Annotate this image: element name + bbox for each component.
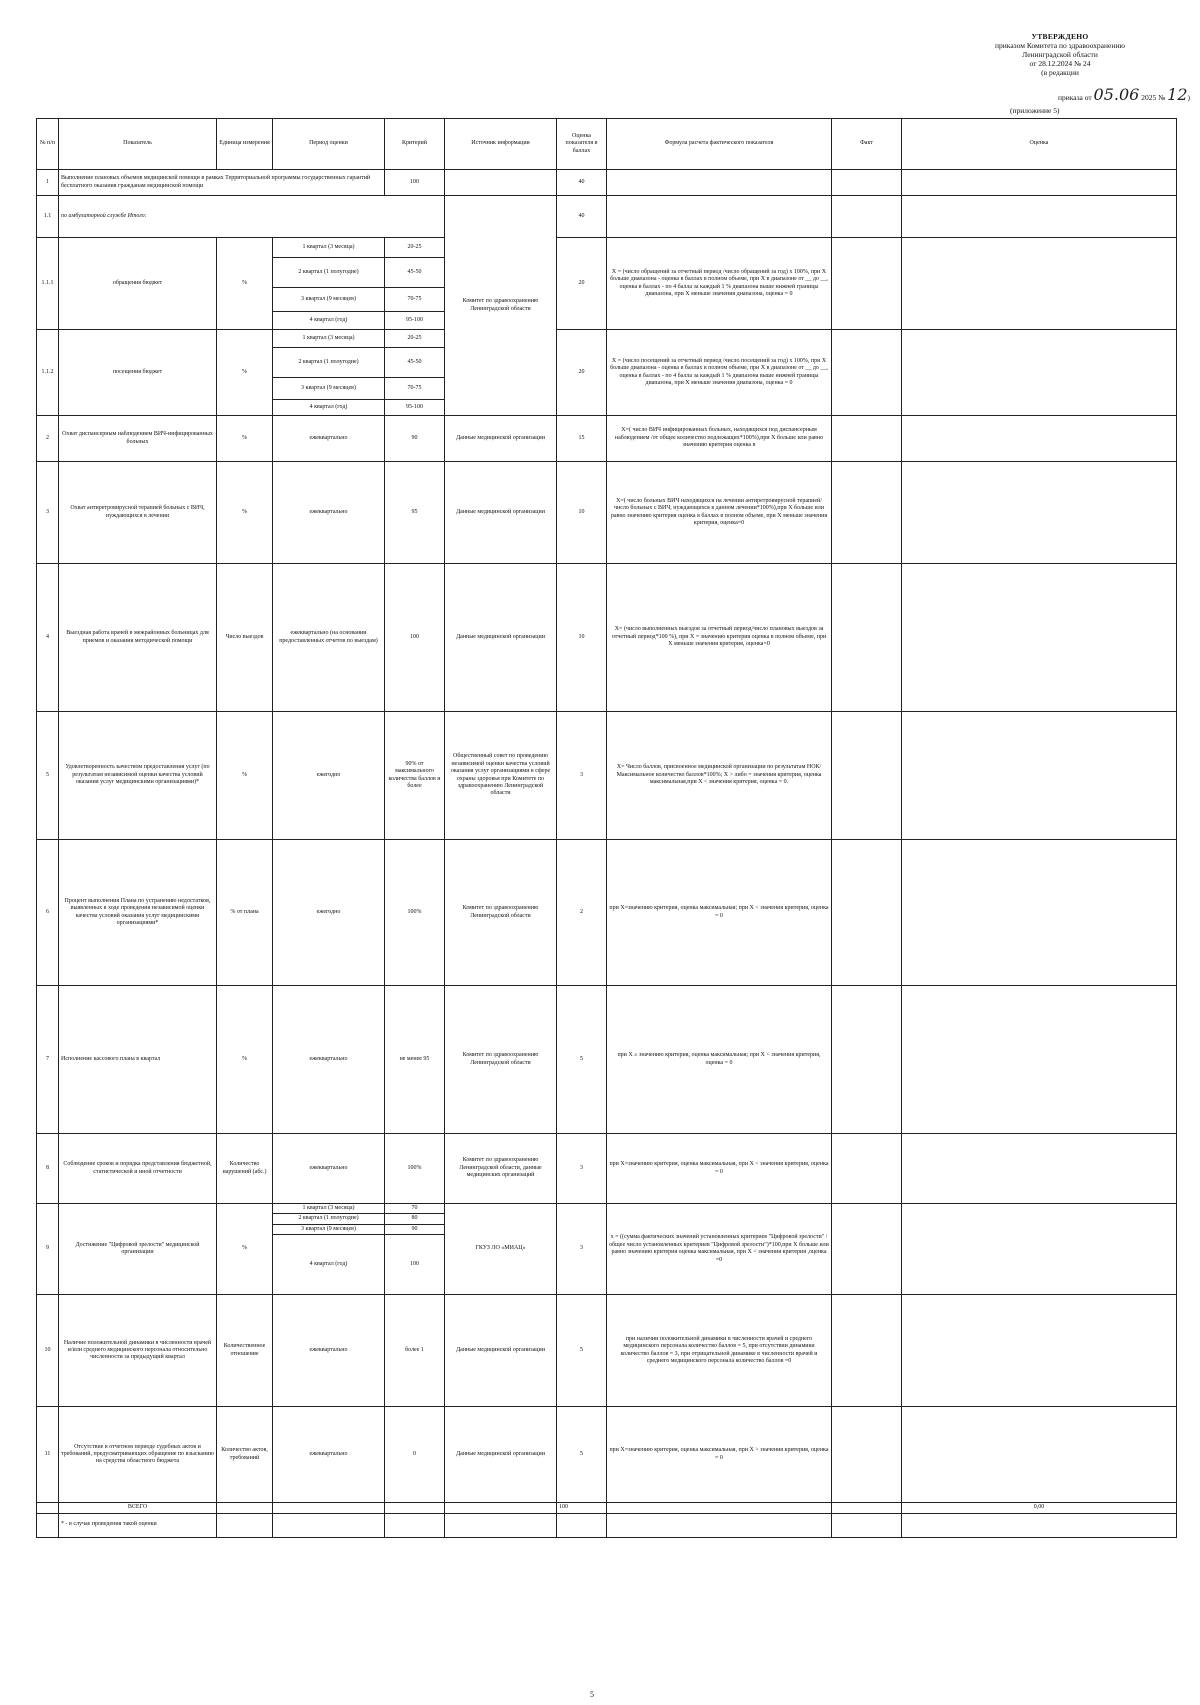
row-period: 4 квартал (год)	[273, 1235, 385, 1295]
row-period: 3 квартал (9 месяцев)	[273, 378, 385, 400]
row-source: Комитет по здравоохранению Ленинградской области	[445, 196, 557, 416]
row-num: 8	[37, 1134, 59, 1204]
row-formula: X = (число обращений за отчетный период /число обращений за год) х 100%, при X больше диапазона - оценка в баллах в полном объеме, при X в диапазоне от __ до __, оценка в баллах - по 4 балла за каждый 1 % диапазона выше нижней границы диапазона, при X меньше значения диапазона, оценка = 0	[607, 238, 832, 330]
table-row	[37, 840, 1177, 986]
row-fact	[832, 1295, 902, 1407]
row-indicator: Процент выполнения Плана по устранению недостатков, выявленных в ходе проведения независимой оценки качества условий оказания услуг медицинскими организациями*	[59, 840, 217, 986]
row-fact	[832, 462, 902, 564]
row-fact	[832, 416, 902, 462]
row-indicator: Охват диспансерным наблюдением ВИЧ-инфицированных больных	[59, 416, 217, 462]
row-score: 5	[557, 986, 607, 1134]
row-criterion: 80	[385, 1214, 445, 1224]
row-estimate	[902, 1407, 1177, 1503]
row-unit: % от плана	[217, 840, 273, 986]
row-formula: при X=значению критерия, оценка максимальная, при X < значения критерия, оценка = 0	[607, 1134, 832, 1204]
col-unit: Единица измерения	[217, 119, 273, 170]
row-indicator: Выездная работа врачей в межрайонных больницах для приемов и оказания методической помощи	[59, 564, 217, 712]
row-score: 10	[557, 462, 607, 564]
row-num: 7	[37, 986, 59, 1134]
row-formula: при X=значению критерия, оценка максимальная, при X > значения критерия, оценка = 0	[607, 1407, 832, 1503]
col-period: Период оценки	[273, 119, 385, 170]
row-score: 15	[557, 416, 607, 462]
row-unit: %	[217, 712, 273, 840]
row-unit: Количество нарушений (абс.)	[217, 1134, 273, 1204]
row-period: ежегодно	[273, 840, 385, 986]
approval-line2: Ленинградской области	[1022, 50, 1098, 59]
row-indicator: по амбулаторной службе Итого:	[59, 196, 445, 238]
row-period: ежеквартально	[273, 1407, 385, 1503]
row-fact	[832, 170, 902, 196]
row-unit: Число выездов	[217, 564, 273, 712]
row-source: Комитет по здравоохранению Ленинградской области	[445, 986, 557, 1134]
table-row	[37, 564, 1177, 712]
approval-title: УТВЕРЖДЕНО	[1031, 32, 1089, 41]
row-score: 5	[557, 1295, 607, 1407]
footnote-row	[37, 1513, 1177, 1537]
row-period: 1 квартал (3 месяца)	[273, 238, 385, 258]
row-criterion: 70-75	[385, 378, 445, 400]
row-criterion: 45-50	[385, 348, 445, 378]
col-source: Источник информации	[445, 119, 557, 170]
row-source	[445, 1513, 557, 1537]
row-score: 3	[557, 712, 607, 840]
row-fact	[832, 1503, 902, 1513]
row-estimate	[902, 1204, 1177, 1295]
row-score: 20	[557, 330, 607, 416]
row-formula	[607, 1503, 832, 1513]
row-formula	[607, 196, 832, 238]
row-source: Комитет по здравоохранению Ленинградской области	[445, 840, 557, 986]
col-formula: Формула расчета фактического показателя	[607, 119, 832, 170]
row-period	[273, 1513, 385, 1537]
row-criterion	[385, 1503, 445, 1513]
row-source	[445, 1503, 557, 1513]
order-prefix: приказа от	[1057, 93, 1092, 102]
row-fact	[832, 840, 902, 986]
row-period: 3 квартал (9 месяцев)	[273, 1224, 385, 1234]
row-criterion: 100	[385, 564, 445, 712]
row-period: ежегодно	[273, 712, 385, 840]
row-num	[37, 1503, 59, 1513]
row-estimate	[902, 416, 1177, 462]
indicators-table	[36, 118, 1177, 1538]
row-estimate	[902, 564, 1177, 712]
total-row	[37, 1503, 1177, 1513]
row-unit	[217, 1503, 273, 1513]
row-estimate	[902, 330, 1177, 416]
row-unit	[217, 1513, 273, 1537]
row-period: ежеквартально	[273, 1295, 385, 1407]
row-fact	[832, 1513, 902, 1537]
row-criterion: 95	[385, 462, 445, 564]
row-unit: Количество актов, требований	[217, 1407, 273, 1503]
row-unit: %	[217, 330, 273, 416]
page-number: 5	[590, 1690, 594, 1699]
table-row	[37, 416, 1177, 462]
order-suffix: )	[1187, 93, 1190, 102]
total-label: ВСЕГО	[59, 1503, 217, 1513]
row-period: 3 квартал (9 месяцев)	[273, 288, 385, 312]
approval-line3: от 28.12.2024 № 24	[1029, 59, 1091, 68]
row-score: 3	[557, 1134, 607, 1204]
approval-header	[930, 32, 1190, 77]
col-criterion: Критерий	[385, 119, 445, 170]
row-source: Данные медицинской организации	[445, 564, 557, 712]
row-criterion: 90	[385, 1224, 445, 1234]
row-num: 1.1	[37, 196, 59, 238]
row-estimate	[902, 1134, 1177, 1204]
row-score: 3	[557, 1204, 607, 1295]
row-period: 4 квартал (год)	[273, 312, 385, 330]
row-indicator: Удовлетворенность качеством предоставления услуг (по результатам независимой оценки качества условий оказания услуг медицинскими организациями)*	[59, 712, 217, 840]
total-estimate: 0,00	[902, 1503, 1177, 1513]
col-indicator: Показатель	[59, 119, 217, 170]
row-period	[273, 1503, 385, 1513]
total-score: 100	[557, 1503, 607, 1513]
row-estimate	[902, 1513, 1177, 1537]
row-estimate	[902, 196, 1177, 238]
row-criterion: 100%	[385, 1134, 445, 1204]
row-formula	[607, 1513, 832, 1537]
row-fact	[832, 1134, 902, 1204]
row-fact	[832, 196, 902, 238]
row-formula: при X=значению критерия, оценка максимальная; при X < значения критерия, оценка = 0	[607, 840, 832, 986]
row-criterion: 100	[385, 170, 445, 196]
table-row	[37, 330, 1177, 348]
row-criterion: 90	[385, 416, 445, 462]
row-unit: %	[217, 462, 273, 564]
row-fact	[832, 330, 902, 416]
row-period: 2 квартал (1 полугодие)	[273, 1214, 385, 1224]
row-criterion: 70-75	[385, 288, 445, 312]
row-fact	[832, 564, 902, 712]
row-num: 9	[37, 1204, 59, 1295]
row-source: Данные медицинской организации	[445, 1407, 557, 1503]
row-indicator: обращения бюджет	[59, 238, 217, 330]
row-score: 5	[557, 1407, 607, 1503]
row-criterion	[385, 1513, 445, 1537]
row-indicator: Соблюдение сроков и порядка представления бюджетной, статистической и иной отчетности	[59, 1134, 217, 1204]
row-source: Данные медицинской организации	[445, 1295, 557, 1407]
table-row	[37, 986, 1177, 1134]
row-formula: x = ((сумма фактических значений установленных критериев "Цифровой зрелости" / общее число установленных критериев "Цифровой зрелости")*100,при X больше или равно значению критерия оценка максимальная, при X < значения критерия ,оценка =0	[607, 1204, 832, 1295]
row-unit: %	[217, 1204, 273, 1295]
row-period: 2 квартал (1 полугодие)	[273, 258, 385, 288]
row-source: ГКУЗ ЛО «МИАЦ»	[445, 1204, 557, 1295]
row-score: 10	[557, 564, 607, 712]
row-source	[445, 170, 557, 196]
row-period: ежеквартально	[273, 986, 385, 1134]
row-criterion: 0	[385, 1407, 445, 1503]
row-num: 2	[37, 416, 59, 462]
row-period: ежеквартально	[273, 1134, 385, 1204]
row-criterion: 90% от максимального количества баллов и более	[385, 712, 445, 840]
row-unit: %	[217, 986, 273, 1134]
row-num: 1	[37, 170, 59, 196]
row-indicator: Исполнение кассового плана в квартал	[59, 986, 217, 1134]
order-year: 2025 №	[1141, 93, 1166, 102]
row-period: ежеквартально	[273, 462, 385, 564]
row-source: Данные медицинской организации	[445, 462, 557, 564]
col-fact: Факт	[832, 119, 902, 170]
row-estimate	[902, 840, 1177, 986]
approval-line1: приказом Комитета по здравоохранению	[995, 41, 1125, 50]
row-period: 4 квартал (год)	[273, 400, 385, 416]
row-criterion: 20-25	[385, 238, 445, 258]
table-header-row	[37, 119, 1177, 170]
row-formula: X=( число ВИЧ инфицированных больных, находящихся под диспансерным наблюдением /от общее количество подлежащих*100%),при X больше или равно значению критерия оценка в	[607, 416, 832, 462]
row-num: 3	[37, 462, 59, 564]
row-period: 1 квартал (3 месяца)	[273, 1204, 385, 1214]
row-formula: при X ≥ значению критерия, оценка максимальная; при X < значения критерия, оценка = 0	[607, 986, 832, 1134]
approval-line4: (в редакции	[1041, 68, 1079, 77]
row-formula: X= Число баллов, присвоенное медицинской организации по результатам НОК/Максимальное количество баллов*100%; X > либо = значения критерия, оценка максимальная,при X < значения критерия, оценка = 0.	[607, 712, 832, 840]
row-criterion: 95-100	[385, 312, 445, 330]
row-period: ежеквартально (на основании предоставленных отчетов по выездам)	[273, 564, 385, 712]
row-criterion: 95-100	[385, 400, 445, 416]
row-num: 5	[37, 712, 59, 840]
row-num: 1.1.2	[37, 330, 59, 416]
row-source: Общественный совет по проведению независимой оценки качества условий оказания услуг организациями в сфере охраны здоровья при Комитете по здравоохранению Ленинградской области	[445, 712, 557, 840]
row-period: 1 квартал (3 месяца)	[273, 330, 385, 348]
col-estimate: Оценка	[902, 119, 1177, 170]
order-number-handwritten: 12	[1167, 85, 1188, 104]
row-fact	[832, 712, 902, 840]
row-score: 2	[557, 840, 607, 986]
row-indicator: Наличие положительной динамики в численности врачей и/или среднего медицинского персонала относительно численности за предыдущий квартал	[59, 1295, 217, 1407]
order-line	[920, 85, 1190, 104]
table-row	[37, 1134, 1177, 1204]
row-fact	[832, 1407, 902, 1503]
row-criterion: 100%	[385, 840, 445, 986]
row-fact	[832, 1204, 902, 1295]
row-fact	[832, 238, 902, 330]
row-indicator: Отсутствие в отчетном периоде судебных актов и требований, предусматривающих обращение по взысканию на средства областного бюджета	[59, 1407, 217, 1503]
annex-label: (приложение 5)	[1010, 106, 1060, 115]
row-criterion: 45-50	[385, 258, 445, 288]
row-num: 10	[37, 1295, 59, 1407]
row-indicator: Достижение "Цифровой зрелости" медицинской организации	[59, 1204, 217, 1295]
row-estimate	[902, 238, 1177, 330]
row-criterion: не менее 95	[385, 986, 445, 1134]
row-criterion: 100	[385, 1235, 445, 1295]
row-score	[557, 1513, 607, 1537]
row-source: Комитет по здравоохранению Ленинградской области, данные медицинских организаций	[445, 1134, 557, 1204]
row-indicator: посещения бюджет	[59, 330, 217, 416]
row-source: Данные медицинской организации	[445, 416, 557, 462]
row-estimate	[902, 462, 1177, 564]
row-criterion: более 1	[385, 1295, 445, 1407]
row-indicator: Выполнение плановых объемов медицинской помощи в рамках Территориальной программы государственных гарантий бесплатного оказания гражданам медицинской помощи	[59, 170, 385, 196]
table-row	[37, 462, 1177, 564]
table-row	[37, 712, 1177, 840]
row-score: 40	[557, 170, 607, 196]
col-score: Оценка показателя в баллах	[557, 119, 607, 170]
row-score: 20	[557, 238, 607, 330]
row-indicator: Охват антиретровирусной терапией больных с ВИЧ, нуждающихся в лечении	[59, 462, 217, 564]
table-row	[37, 170, 1177, 196]
row-num: 4	[37, 564, 59, 712]
table-row	[37, 1407, 1177, 1503]
row-num: 11	[37, 1407, 59, 1503]
table-row	[37, 196, 1177, 238]
row-estimate	[902, 1295, 1177, 1407]
row-formula	[607, 170, 832, 196]
row-estimate	[902, 170, 1177, 196]
row-estimate	[902, 986, 1177, 1134]
row-unit: %	[217, 416, 273, 462]
table-row	[37, 1295, 1177, 1407]
table-row	[37, 238, 1177, 258]
row-formula: при наличии положительной динамики в численности врачей и среднего медицинского персонала количество баллов = 5, при отсутствии динамики количество баллов = 3, при отрицательной динамике в численности врачей и среднего медицинского персонала количество баллов =0	[607, 1295, 832, 1407]
table-row	[37, 1204, 1177, 1214]
row-formula: X= (число выполненных выездов за отчетный период/число плановых выездов за отчетный период*100 %), при X = значению критерия оценка в полном объеме, при X меньше значения критерия, оценка=0	[607, 564, 832, 712]
row-num: 1.1.1	[37, 238, 59, 330]
order-date-handwritten: 05.06	[1093, 85, 1140, 104]
row-period: 2 квартал (1 полугодие)	[273, 348, 385, 378]
col-num: № п/п	[37, 119, 59, 170]
row-unit: %	[217, 238, 273, 330]
row-num: 6	[37, 840, 59, 986]
row-period: ежеквартально	[273, 416, 385, 462]
row-criterion: 20-25	[385, 330, 445, 348]
row-formula: X = (число посещений за отчетный период /число посещений за год) х 100%, при X больше диапазона - оценка в баллах в полном объеме, при X в диапазоне от __ до __, оценка в баллах - по 4 балла за каждый 1 % диапазона выше нижней границы диапазона, при X меньше значения диапазона, оценка = 0	[607, 330, 832, 416]
row-score: 40	[557, 196, 607, 238]
footnote: * - в случае проведения такой оценки	[59, 1513, 217, 1537]
row-fact	[832, 986, 902, 1134]
row-estimate	[902, 712, 1177, 840]
row-num	[37, 1513, 59, 1537]
row-unit: Количественное отношение	[217, 1295, 273, 1407]
row-formula: X=( число больных ВИЧ находящихся на лечении антиретровирусной терапией/ число больных с ВИЧ, нуждающихся в данном лечении*100%),при X больше или равно значению критерия оценка в баллах в полном объеме, при X меньше значения критерия, оценка=0	[607, 462, 832, 564]
row-criterion: 70	[385, 1204, 445, 1214]
